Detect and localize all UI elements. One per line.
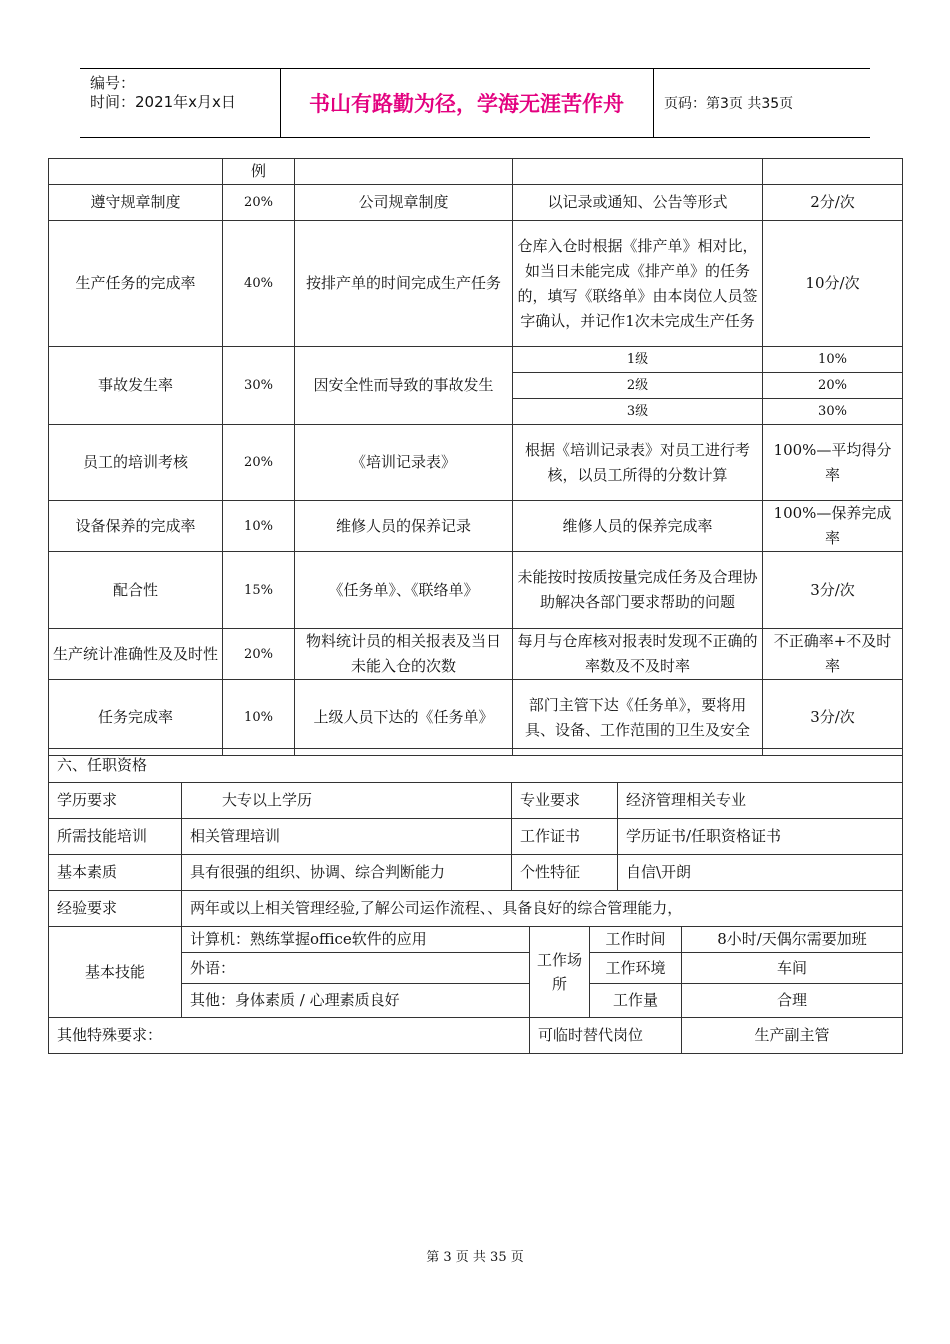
table-row [49, 425, 903, 501]
kpi-method: 以记录或通知、公告等形式 [513, 185, 763, 221]
table-cell: 例 [223, 159, 295, 185]
substitute-post-label: 可临时替代岗位 [530, 1018, 682, 1054]
kpi-weight: 20% [223, 425, 295, 501]
kpi-item: 生产统计准确性及及时性 [49, 629, 223, 680]
skill-computer: 计算机：熟练掌握office软件的应用 [182, 927, 530, 953]
header-page-number: 页码：第3页 共35页 [664, 96, 794, 112]
kpi-source: 《培训记录表》 [295, 425, 513, 501]
kpi-level-score: 20% [763, 373, 903, 399]
workplace-label: 工作场所 [530, 927, 590, 1018]
kpi-weight: 40% [223, 221, 295, 347]
kpi-method: 根据《培训记录表》对员工进行考核，以员工所得的分数计算 [513, 425, 763, 501]
hours-label: 工作时间 [590, 927, 682, 953]
kpi-score: 3分/次 [763, 680, 903, 756]
kpi-source: 维修人员的保养记录 [295, 501, 513, 552]
workload-label: 工作量 [590, 984, 682, 1018]
table-row [49, 221, 903, 347]
kpi-score: 2分/次 [763, 185, 903, 221]
kpi-method: 维修人员的保养完成率 [513, 501, 763, 552]
special-requirements-label: 其他特殊要求： [49, 1018, 530, 1054]
table-row [49, 783, 903, 819]
page-header [80, 68, 870, 138]
kpi-table [48, 158, 903, 756]
kpi-source: 《任务单》、《联络单》 [295, 552, 513, 629]
training-label: 所需技能培训 [49, 819, 182, 855]
cert-value: 学历证书/任职资格证书 [618, 819, 903, 855]
environment-value: 车间 [682, 953, 903, 984]
table-row [49, 185, 903, 221]
kpi-item: 配合性 [49, 552, 223, 629]
basic-quality-value: 具有很强的组织、协调、综合判断能力 [182, 855, 512, 891]
table-row [49, 159, 903, 185]
substitute-post-value: 生产副主管 [682, 1018, 903, 1054]
kpi-score: 100%—保养完成率 [763, 501, 903, 552]
section-title: 六、任职资格 [49, 749, 903, 783]
kpi-item: 事故发生率 [49, 347, 223, 425]
table-row [49, 680, 903, 756]
edu-label: 学历要求 [49, 783, 182, 819]
kpi-method: 部门主管下达《任务单》，要将用具、设备、工作范围的卫生及安全 [513, 680, 763, 756]
kpi-item: 员工的培训考核 [49, 425, 223, 501]
kpi-item: 生产任务的完成率 [49, 221, 223, 347]
kpi-weight: 10% [223, 501, 295, 552]
table-row [49, 501, 903, 552]
edu-value: 大专以上学历 [182, 783, 512, 819]
personality-value: 自信\开朗 [618, 855, 903, 891]
table-row [49, 927, 903, 953]
kpi-weight: 30% [223, 347, 295, 425]
table-row [49, 855, 903, 891]
table-row [49, 629, 903, 680]
experience-label: 经验要求 [49, 891, 182, 927]
kpi-weight: 10% [223, 680, 295, 756]
table-cell [295, 159, 513, 185]
training-value: 相关管理培训 [182, 819, 512, 855]
kpi-level: 2级 [513, 373, 763, 399]
header-motto-cell [280, 69, 654, 137]
kpi-weight: 15% [223, 552, 295, 629]
kpi-level: 3级 [513, 399, 763, 425]
skill-label: 基本技能 [49, 927, 182, 1018]
kpi-method: 未能按时按质按量完成任务及合理协助解决各部门要求帮助的问题 [513, 552, 763, 629]
header-meta [80, 69, 281, 137]
kpi-source: 上级人员下达的《任务单》 [295, 680, 513, 756]
kpi-method: 仓库入仓时根据《排产单》相对比，如当日未能完成《排产单》的任务的，填写《联络单》由本岗位人员签字确认，并记作1次未完成生产任务 [513, 221, 763, 347]
basic-quality-label: 基本素质 [49, 855, 182, 891]
kpi-weight: 20% [223, 185, 295, 221]
table-cell [513, 159, 763, 185]
kpi-score: 3分/次 [763, 552, 903, 629]
kpi-source: 公司规章制度 [295, 185, 513, 221]
header-page-cell [654, 69, 870, 137]
kpi-level-score: 10% [763, 347, 903, 373]
table-row [49, 749, 903, 783]
kpi-score: 10分/次 [763, 221, 903, 347]
table-cell [49, 159, 223, 185]
kpi-score: 100%—平均得分率 [763, 425, 903, 501]
kpi-score: 不正确率+不及时率 [763, 629, 903, 680]
kpi-level-score: 30% [763, 399, 903, 425]
table-cell [763, 159, 903, 185]
kpi-source: 物料统计员的相关报表及当日未能入仓的次数 [295, 629, 513, 680]
skill-other: 其他：身体素质 / 心理素质良好 [182, 984, 530, 1018]
kpi-item: 遵守规章制度 [49, 185, 223, 221]
workload-value: 合理 [682, 984, 903, 1018]
experience-value: 两年或以上相关管理经验,了解公司运作流程、、具备良好的综合管理能力， [182, 891, 903, 927]
kpi-item: 任务完成率 [49, 680, 223, 756]
table-row [49, 819, 903, 855]
document-date: 时间：2021年x月x日 [90, 93, 236, 111]
document-number-label: 编号： [90, 74, 136, 92]
header-motto: 书山有路勤为径，学海无涯苦作舟 [309, 92, 624, 116]
skill-language: 外语： [182, 953, 530, 984]
kpi-source: 按排产单的时间完成生产任务 [295, 221, 513, 347]
personality-label: 个性特征 [512, 855, 618, 891]
table-row [49, 347, 903, 373]
table-row [49, 1018, 903, 1054]
environment-label: 工作环境 [590, 953, 682, 984]
table-row [49, 891, 903, 927]
cert-label: 工作证书 [512, 819, 618, 855]
hours-value: 8小时/天偶尔需要加班 [682, 927, 903, 953]
major-label: 专业要求 [512, 783, 618, 819]
kpi-item: 设备保养的完成率 [49, 501, 223, 552]
kpi-method: 每月与仓库核对报表时发现不正确的率数及不及时率 [513, 629, 763, 680]
kpi-weight: 20% [223, 629, 295, 680]
page-footer: 第 3 页 共 35 页 [426, 1250, 524, 1265]
major-value: 经济管理相关专业 [618, 783, 903, 819]
kpi-source: 因安全性而导致的事故发生 [295, 347, 513, 425]
qualification-table [48, 748, 903, 1054]
table-row [49, 552, 903, 629]
kpi-level: 1级 [513, 347, 763, 373]
